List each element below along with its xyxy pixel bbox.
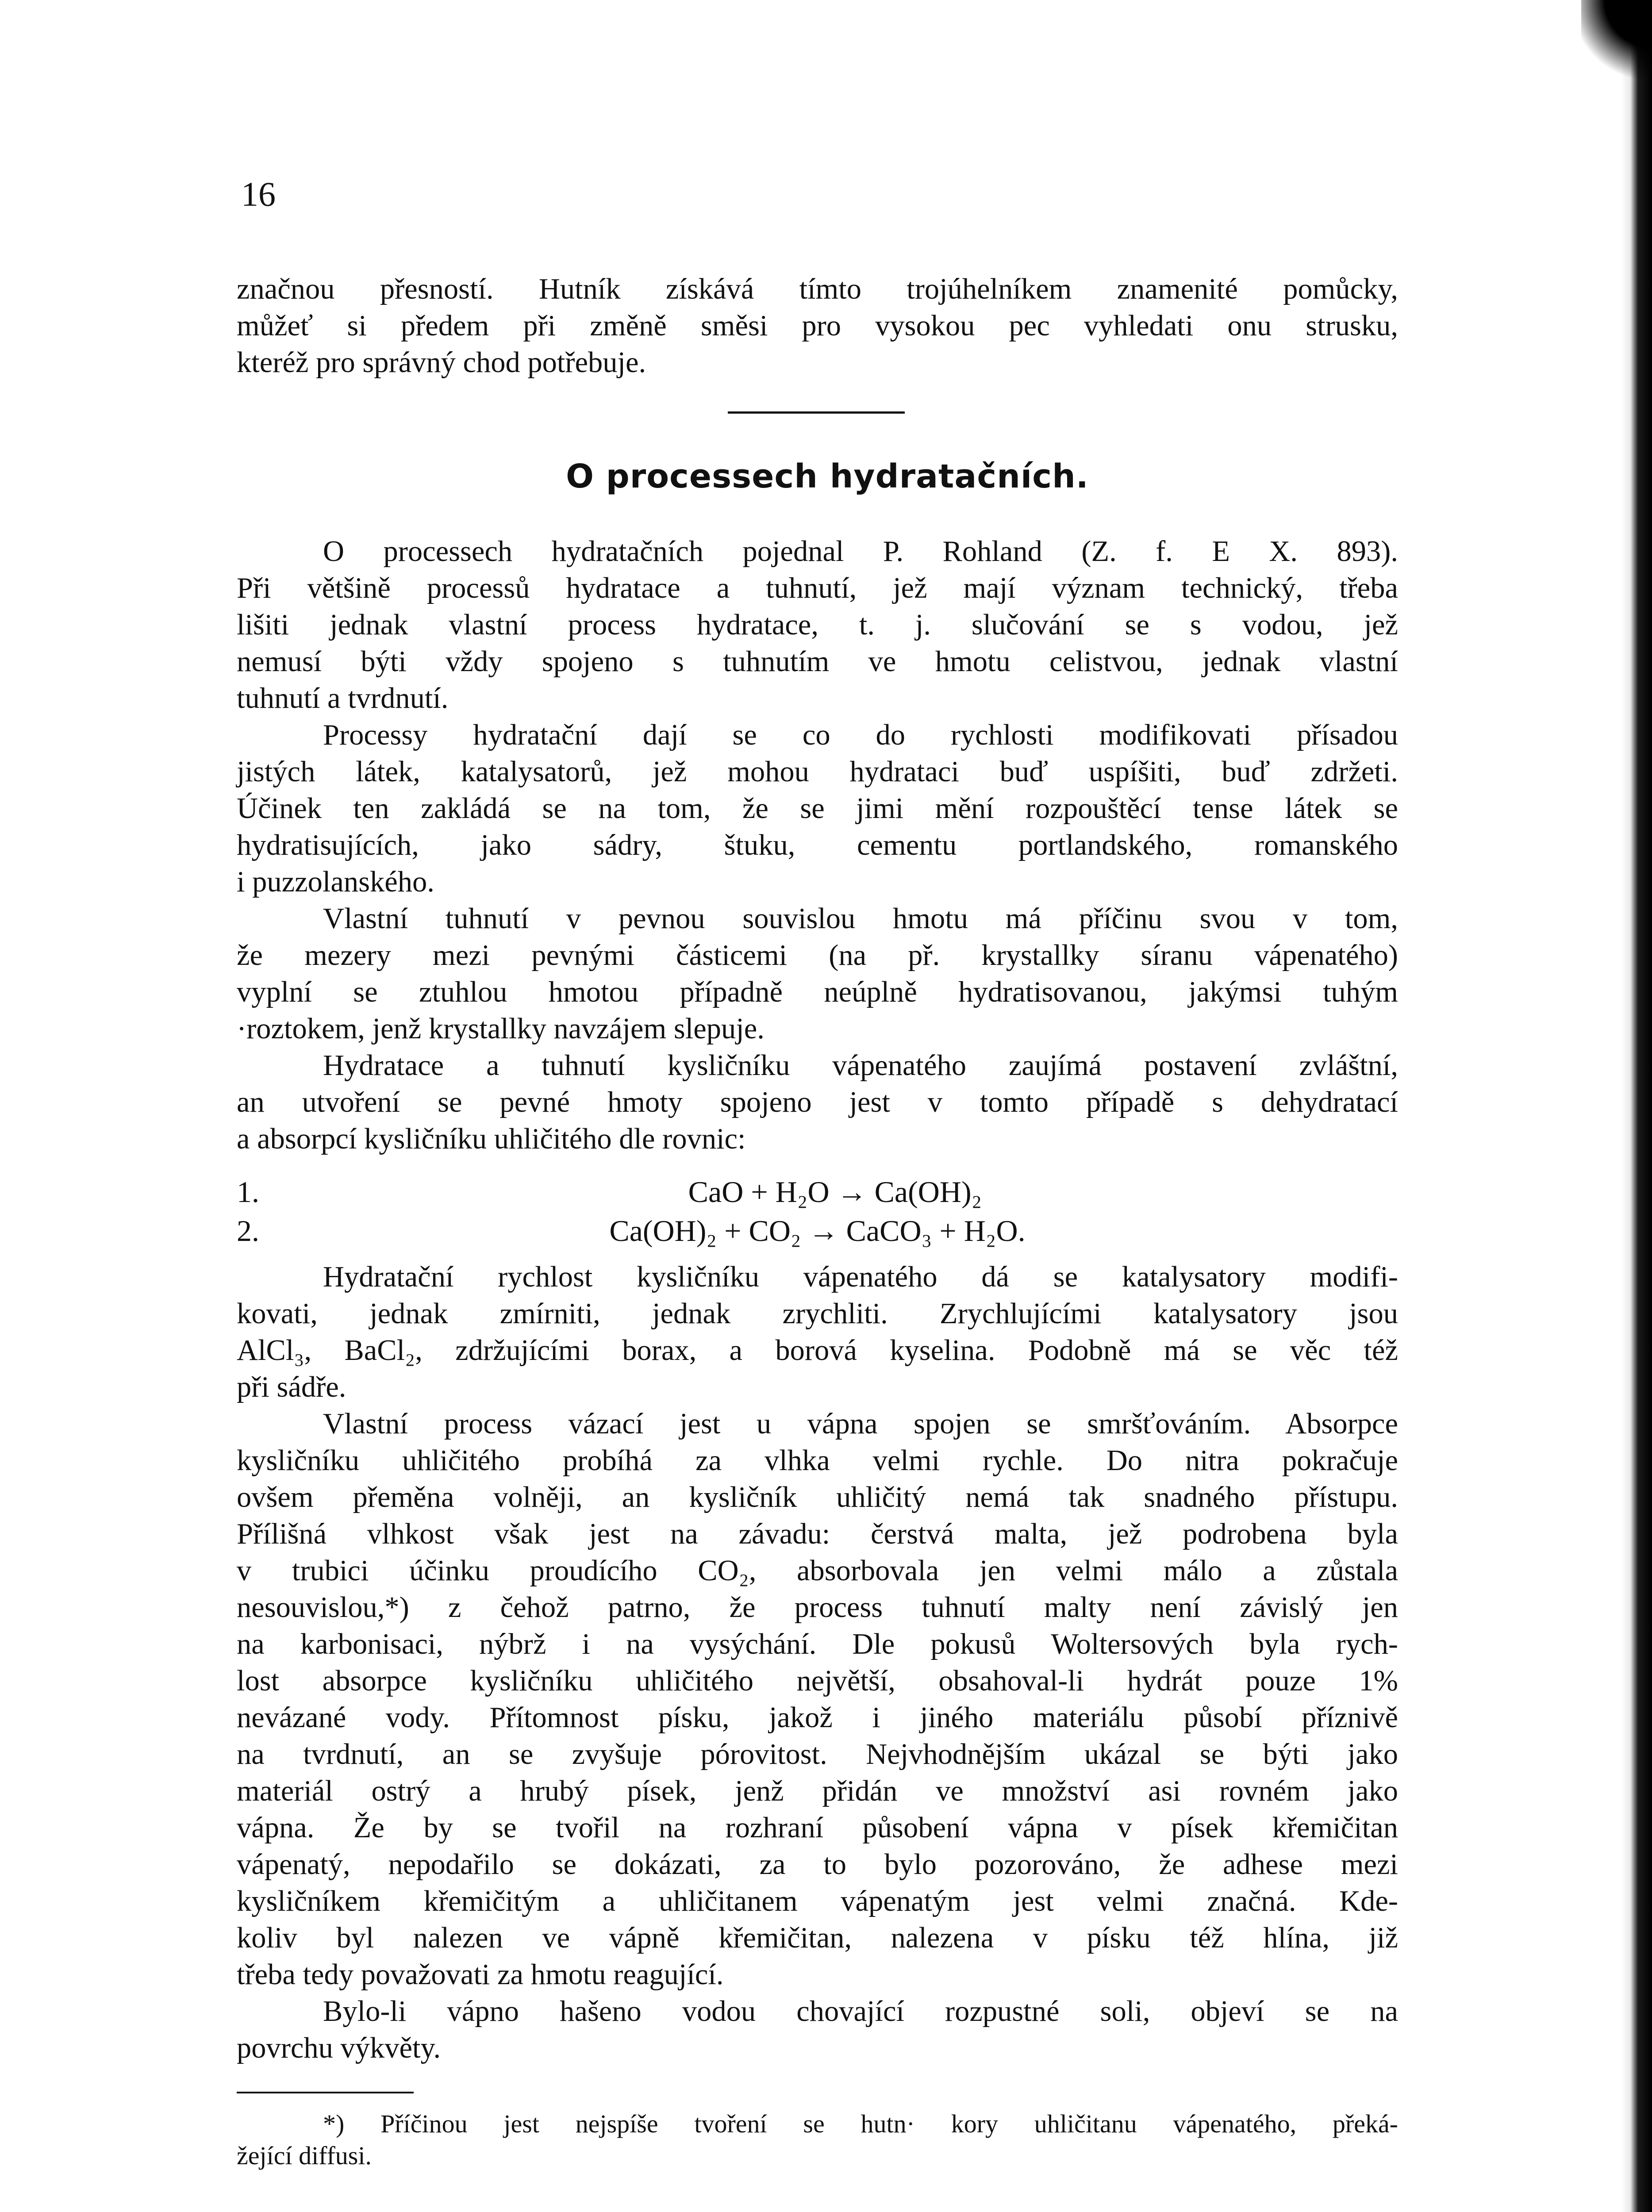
- text-line: vápna. Že by se tvořil na rozhraní působení vápna v písek křemičitan: [237, 1812, 1398, 1844]
- section-divider: [728, 411, 905, 414]
- text-line: třeba tedy považovati za hmotu reagující.: [237, 1959, 724, 1991]
- text-line: O processech hydratačních pojednal P. Rohland (Z. f. E X. 893).: [323, 535, 1398, 568]
- text-line: jistých látek, katalysatorů, jež mohou hydrataci buď uspíšiti, buď zdržeti.: [237, 756, 1398, 788]
- text-line: Bylo-li vápno hašeno vodou chovající rozpustné soli, objeví se na: [323, 1995, 1398, 2028]
- text-line: ·roztokem, jenž krystallky navzájem slepuje.: [237, 1013, 765, 1045]
- section-heading: O processech hydratačních.: [566, 457, 1089, 495]
- equation-expression: Ca(OH)₂ + CO₂ → CaCO₃ + H₂O.: [609, 1214, 1026, 1248]
- text-line: Účinek ten zakládá se na tom, že se jimi mění rozpouštěcí tense látek se: [237, 792, 1398, 825]
- text-line: AlCl₃, BaCl₂, zdržujícími borax, a borová kyselina. Podobně má se věc též: [237, 1334, 1398, 1367]
- text-line: vápenatý, nepodařilo se dokázati, za to bylo pozorováno, že adhese mezi: [237, 1848, 1398, 1881]
- text-line: na tvrdnutí, an se zvyšuje pórovitost. Nejvhodnějším ukázal se býti jako: [237, 1738, 1398, 1770]
- equation-number: 2.: [237, 1214, 259, 1248]
- text-line: při sádře.: [237, 1371, 346, 1403]
- text-line: nemusí býti vždy spojeno s tuhnutím ve hmotu celistvou, jednak vlastní: [237, 645, 1398, 678]
- body-section-1: [237, 533, 1398, 1157]
- chemical-equations: [237, 1172, 1398, 1250]
- footnote: [237, 2108, 1398, 2172]
- footnote-line: žející diffusi.: [237, 2141, 372, 2170]
- equation-number: 1.: [237, 1175, 259, 1209]
- text-line: kysličníku uhličitého probíhá za vlhka velmi rychle. Do nitra pokračuje: [237, 1444, 1398, 1477]
- text-line: i puzzolanského.: [237, 866, 434, 898]
- text-line: Processy hydratační dají se co do rychlosti modifikovati přísadou: [323, 719, 1398, 751]
- text-line: na karbonisaci, nýbrž i na vysýchání. Dle pokusů Woltersových byla rych-: [237, 1628, 1398, 1660]
- text-line: Přílišná vlhkost však jest na závadu: čerstvá malta, jež podrobena byla: [237, 1518, 1398, 1550]
- text-line: vyplní se ztuhlou hmotou případně neúplně hydratisovanou, jakýmsi tuhým: [237, 976, 1398, 1008]
- scan-corner-shadow: [1581, 0, 1652, 115]
- text-line: Vlastní process vázací jest u vápna spojen se smršťováním. Absorpce: [323, 1408, 1398, 1440]
- footnote-line: *) Příčinou jest nejspíše tvoření se hutn· kory uhličitanu vápenatého, překá-: [323, 2109, 1398, 2138]
- text-line: materiál ostrý a hrubý písek, jenž přidán ve množství asi rovném jako: [237, 1775, 1398, 1807]
- text-line: lost absorpce kysličníku uhličitého největší, obsahoval-li hydrát pouze 1%: [237, 1665, 1398, 1697]
- text-line: lišiti jednak vlastní process hydratace, t. j. slučování se s vodou, jež: [237, 609, 1398, 641]
- equation-row: [237, 1211, 1398, 1250]
- equation-row: [237, 1172, 1398, 1211]
- text-line: povrchu výkvěty.: [237, 2032, 441, 2064]
- text-line: koliv byl nalezen ve vápně křemičitan, nalezena v písku též hlína, již: [237, 1922, 1398, 1954]
- text-line: nevázané vody. Přítomnost písku, jakož i jiného materiálu působí příznivě: [237, 1701, 1398, 1734]
- text-line: kteréž pro správný chod potřebuje.: [237, 346, 646, 379]
- text-line: Vlastní tuhnutí v pevnou souvislou hmotu má příčinu svou v tom,: [323, 902, 1398, 935]
- text-line: Hydratace a tuhnutí kysličníku vápenatého zaujímá postavení zvláštní,: [323, 1049, 1398, 1082]
- intro-paragraph: [237, 271, 1398, 381]
- text-line: Při většině processů hydratace a tuhnutí, jež mají význam technický, třeba: [237, 572, 1398, 604]
- equation-expression: CaO + H₂O → Ca(OH)₂: [688, 1175, 982, 1209]
- text-line: nesouvislou,*) z čehož patrno, že process tuhnutí malty není závislý jen: [237, 1591, 1398, 1624]
- text-line: tuhnutí a tvrdnutí.: [237, 682, 449, 714]
- text-line: a absorpcí kysličníku uhličitého dle rovnic:: [237, 1123, 746, 1155]
- text-line: kysličníkem křemičitým a uhličitanem vápenatým jest velmi značná. Kde-: [237, 1885, 1398, 1917]
- text-line: Hydratační rychlost kysličníku vápenatého dá se katalysatory modifi-: [323, 1261, 1398, 1293]
- text-line: hydratisujících, jako sádry, štuku, cementu portlandského, romanského: [237, 829, 1398, 861]
- scan-page-edge: [1621, 0, 1652, 2212]
- page-number: 16: [241, 175, 276, 213]
- text-line: v trubici účinku proudícího CO₂, absorbovala jen velmi málo a zůstala: [237, 1555, 1398, 1587]
- footnote-divider: [237, 2092, 414, 2093]
- text-line: že mezery mezi pevnými částicemi (na př. krystallky síranu vápenatého): [237, 939, 1398, 972]
- body-section-2: [237, 1259, 1398, 2066]
- text-line: značnou přesností. Hutník získává tímto trojúhelníkem znamenité pomůcky,: [237, 273, 1398, 305]
- text-line: an utvoření se pevné hmoty spojeno jest v tomto případě s dehydratací: [237, 1086, 1398, 1118]
- text-line: ovšem přeměna volněji, an kysličník uhličitý nemá tak snadného přístupu.: [237, 1481, 1398, 1513]
- text-line: můžeť si předem při změně směsi pro vysokou pec vyhledati onu strusku,: [237, 310, 1398, 342]
- text-line: kovati, jednak zmírniti, jednak zrychliti. Zrychlujícími katalysatory jsou: [237, 1298, 1398, 1330]
